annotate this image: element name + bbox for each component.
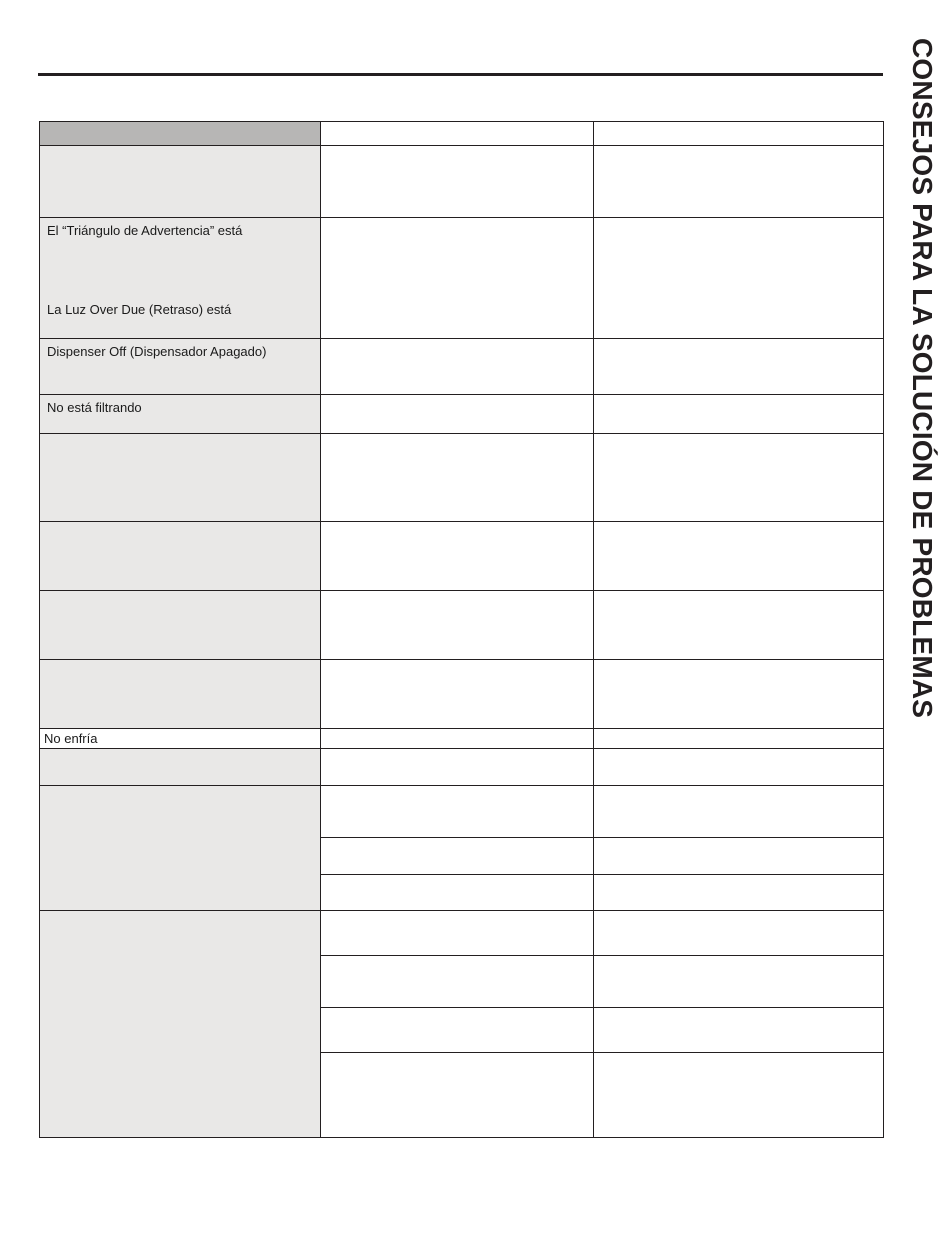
problem-text: No está filtrando <box>47 400 142 415</box>
cause-cell <box>320 955 594 1008</box>
solution-cell <box>593 1007 884 1053</box>
solution-cell <box>593 659 884 729</box>
header-problem-cell <box>39 121 321 146</box>
solution-cell <box>593 785 884 838</box>
cause-cell <box>320 338 594 395</box>
cause-cell <box>320 590 594 660</box>
problem-cell <box>39 910 321 1138</box>
problem-text-overdue: La Luz Over Due (Retraso) está <box>47 302 232 317</box>
problem-text: El “Triángulo de Advertencia” está <box>47 223 243 238</box>
solution-cell <box>593 1052 884 1138</box>
cause-cell <box>320 748 594 786</box>
header-solution-cell <box>593 121 884 146</box>
cause-cell <box>320 1007 594 1053</box>
cause-cell <box>320 1052 594 1138</box>
solution-cell <box>593 955 884 1008</box>
solution-cell <box>593 728 884 749</box>
problem-cell-warning <box>39 217 321 339</box>
cause-cell <box>320 145 594 218</box>
problem-cell <box>39 433 321 522</box>
cause-cell <box>320 521 594 591</box>
cause-cell <box>320 659 594 729</box>
solution-cell <box>593 521 884 591</box>
problem-text: Dispenser Off (Dispensador Apagado) <box>47 344 267 359</box>
problem-cell <box>39 785 321 911</box>
section-title: CONSEJOS PARA LA SOLUCIÓN DE PROBLEMAS <box>907 38 938 719</box>
solution-cell <box>593 433 884 522</box>
cause-cell <box>320 910 594 956</box>
problem-cell <box>39 145 321 218</box>
cause-cell <box>320 785 594 838</box>
solution-cell <box>593 145 884 218</box>
problem-text: No enfría <box>44 731 98 746</box>
solution-cell <box>593 748 884 786</box>
cause-cell <box>320 217 594 339</box>
solution-cell <box>593 590 884 660</box>
cause-cell <box>320 394 594 434</box>
section-cell-not-cooling <box>39 728 321 749</box>
cause-cell <box>320 874 594 911</box>
solution-cell <box>593 874 884 911</box>
solution-cell <box>593 837 884 875</box>
cause-cell <box>320 433 594 522</box>
cause-cell <box>320 837 594 875</box>
solution-cell <box>593 217 884 339</box>
header-cause-cell <box>320 121 594 146</box>
cause-cell <box>320 728 594 749</box>
solution-cell <box>593 910 884 956</box>
problem-cell-dispenser-off <box>39 338 321 395</box>
problem-cell <box>39 521 321 591</box>
problem-cell <box>39 659 321 729</box>
problem-cell-not-filtering <box>39 394 321 434</box>
solution-cell <box>593 338 884 395</box>
problem-cell <box>39 748 321 786</box>
solution-cell <box>593 394 884 434</box>
problem-cell <box>39 590 321 660</box>
